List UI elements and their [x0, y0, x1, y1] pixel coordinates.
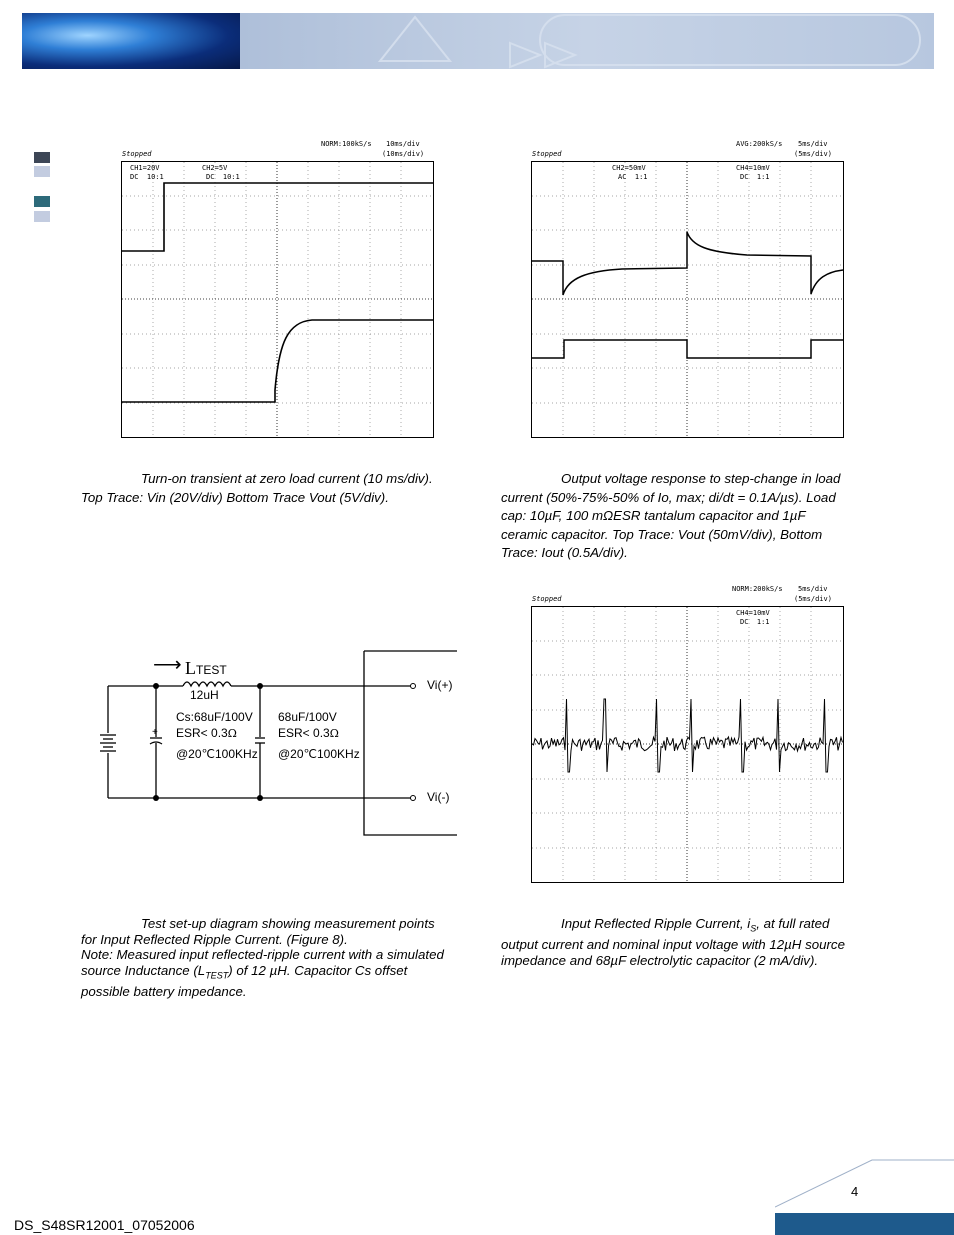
header-photo: [22, 13, 240, 69]
caption-ripple: [501, 916, 941, 968]
caption-turn-on: [81, 470, 501, 507]
inductor-value: 12uH: [190, 688, 219, 702]
c2-condition: @20℃100KHz: [278, 747, 360, 761]
scope2-timebase-paren: (5ms/div): [794, 150, 832, 158]
cs-plus-sign: +: [152, 727, 158, 738]
caption-step-line3: cap: 10µF, 100 mΩESR tantalum capacitor and 1µF: [501, 508, 806, 524]
ltest-label: [185, 659, 227, 679]
caption-setup-line5: possible battery impedance.: [81, 984, 247, 1000]
scope1-ch1-label: CH1=20V: [130, 164, 160, 172]
caption-setup: [81, 916, 501, 1000]
c2-esr: [278, 726, 339, 740]
caption-ripple-line2: output current and nominal input voltage with 12µH source: [501, 937, 845, 953]
cs-esr-text: ESR< 0.3: [176, 726, 228, 740]
cs-label: Cs:68uF/100V: [176, 710, 253, 724]
cs-esr: [176, 726, 237, 740]
cs-condition: @20℃100KHz: [176, 747, 258, 761]
header-band: [240, 13, 934, 69]
caption-step: [501, 470, 941, 563]
caption-ripple-line3: impedance and 68µF electrolytic capacitor (2 mA/div).: [501, 952, 819, 968]
caption-step-line4: ceramic capacitor. Top Trace: Vout (50mV/div), Bottom: [501, 526, 823, 542]
footer-doc-id: DS_S48SR12001_07052006: [14, 1217, 195, 1233]
side-square-light: [34, 166, 50, 177]
scope1-screen: [121, 161, 434, 438]
scope2-screen: [531, 161, 844, 438]
scope3-ch4-coupling: DC 1:1: [740, 618, 770, 626]
scope2-ch2-label: CH2=50mV: [612, 164, 646, 172]
scope2-ch4-label: CH4=10mV: [736, 164, 770, 172]
ltest-letter: L: [185, 658, 196, 678]
c2-label: 68uF/100V: [278, 710, 337, 724]
inductor-symbol: [183, 682, 231, 686]
caption-turn-on-line2: Top Trace: Vin (20V/div) Bottom Trace Vout (5V/div).: [81, 489, 389, 505]
scope1-sample: NORM:100kS/s: [321, 140, 372, 148]
page-number: 4: [851, 1184, 859, 1199]
scope1-header: [118, 138, 438, 162]
caption-turn-on-line1: Turn-on transient at zero load current (10 ms/div).: [141, 471, 433, 486]
cs-esr-unit: Ω: [227, 727, 237, 740]
caption-step-line2: current (50%-75%-50% of Io, max; di/dt = 0.1A/µs). Load: [501, 489, 836, 505]
header-banner: [22, 13, 934, 69]
caption-step-line1: Output voltage response to step-change in load: [561, 471, 841, 486]
scope1-plot: [122, 162, 433, 437]
header-watermark-graphic: [240, 13, 934, 69]
footer-decoration: [775, 1158, 954, 1235]
scope3-status: Stopped: [532, 595, 562, 603]
scope3-timebase: 5ms/div: [798, 585, 828, 593]
scope3-ch4-label: CH4=10mV: [736, 609, 770, 617]
circuit-wiring: [95, 645, 465, 845]
scope2-plot: [532, 162, 843, 437]
c2-esr-text: ESR< 0.3: [278, 726, 330, 740]
caption-setup-line1: Test set-up diagram showing measurement points: [141, 916, 435, 931]
scope2-sample: AVG:200kS/s: [736, 140, 783, 148]
scope3-plot: [532, 607, 843, 882]
scope2-ch4-coupling: DC 1:1: [740, 173, 770, 181]
caption-setup-line3: Note: Measured input reflected-ripple current with a simulated: [81, 947, 444, 963]
vin-minus-label: Vi(-): [427, 790, 450, 804]
test-setup-circuit: [95, 645, 465, 845]
caption-ripple-line1a: Input Reflected Ripple Current, i: [561, 916, 751, 931]
scope1-ch2-label: CH2=5V: [202, 164, 228, 172]
scope3-timebase-paren: (5ms/div): [794, 595, 832, 603]
scope2-timebase: 5ms/div: [798, 140, 828, 148]
scope3-header: [528, 583, 848, 607]
ltest-arrow: ⟶: [153, 654, 182, 676]
caption-setup-line4b: ) of 12 µH. Capacitor Cs offset: [228, 962, 408, 978]
ltest-sub: TEST: [196, 663, 227, 677]
scope1-ch1-coupling: DC 10:1: [130, 173, 164, 181]
scope3-sample: NORM:200kS/s: [732, 585, 783, 593]
scope2-header: [528, 138, 848, 162]
scope1-status: Stopped: [122, 150, 152, 158]
caption-ripple-line1sub: S: [750, 923, 757, 934]
c2-esr-unit: Ω: [329, 727, 339, 740]
caption-setup-line4a: source Inductance (L: [81, 962, 206, 978]
scope2-status: Stopped: [532, 150, 562, 158]
scope2-ch2-coupling: AC 1:1: [618, 173, 648, 181]
scope1-ch2-coupling: DC 10:1: [206, 173, 240, 181]
scope3-screen: [531, 606, 844, 883]
side-square-teal: [34, 196, 50, 207]
side-square-dark: [34, 152, 50, 163]
vin-plus-label: Vi(+): [427, 678, 453, 692]
caption-ripple-line1b: , at full rated: [756, 916, 830, 931]
caption-step-line5: Trace: Iout (0.5A/div).: [501, 545, 628, 561]
scope1-timebase-paren: (10ms/div): [382, 150, 425, 158]
caption-setup-line2: for Input Reflected Ripple Current. (Figure 8).: [81, 931, 348, 947]
caption-setup-line4sub: TEST: [205, 970, 229, 981]
scope1-timebase: 10ms/div: [386, 140, 420, 148]
side-square-light: [34, 211, 50, 222]
